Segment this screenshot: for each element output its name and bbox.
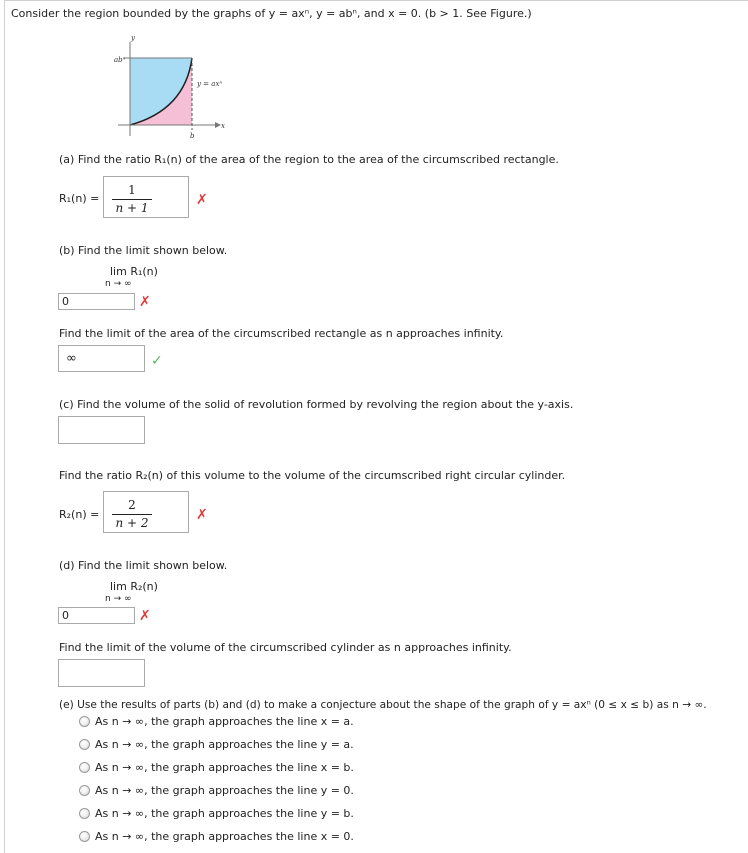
cross-icon: ✗ xyxy=(139,608,151,624)
option-radio[interactable] xyxy=(79,831,90,842)
part-d-limit-under: n → ∞ xyxy=(105,594,132,604)
cross-icon: ✗ xyxy=(139,294,151,310)
abn-label: abⁿ xyxy=(114,56,126,64)
part-b-limit-under: n → ∞ xyxy=(105,279,132,289)
part-a-fraction-bar xyxy=(112,199,152,200)
option-radio[interactable] xyxy=(79,716,90,727)
part-a-lhs: R₁(n) = xyxy=(59,192,100,205)
intro-text: Consider the region bounded by the graphs of y = axⁿ, y = abⁿ, and x = 0. (b > 1. See Figure.) xyxy=(11,7,532,20)
option-label[interactable]: As n → ∞, the graph approaches the line y = 0. xyxy=(95,784,354,797)
part-e-question: (e) Use the results of parts (b) and (d) to make a conjecture about the shape of the graph of y = axⁿ (0 ≤ x ≤ b) as n → ∞. xyxy=(59,699,707,711)
option-label[interactable]: As n → ∞, the graph approaches the line x = b. xyxy=(95,761,354,774)
part-a-answer-field[interactable] xyxy=(103,176,189,218)
part-a-numerator: 1 xyxy=(128,183,136,197)
part-c-question-2: Find the ratio R₂(n) of this volume to the volume of the circumscribed right circular cylinder. xyxy=(59,469,566,482)
part-a-denominator: n + 1 xyxy=(115,201,149,215)
part-b-question: (b) Find the limit shown below. xyxy=(59,244,228,257)
part-c-fraction-bar xyxy=(112,514,152,515)
part-d-answer-field-2[interactable] xyxy=(58,659,145,687)
part-b-limit-expr: lim R₁(n) xyxy=(110,265,158,278)
part-d-limit-expr: lim R₂(n) xyxy=(110,580,158,593)
cross-icon: ✗ xyxy=(196,507,208,523)
part-b-answer-field[interactable]: 0 xyxy=(58,293,135,310)
part-b-answer-field-2[interactable]: ∞ xyxy=(58,345,145,372)
region-figure xyxy=(100,30,240,145)
option-radio[interactable] xyxy=(79,762,90,773)
part-b-question-2: Find the limit of the area of the circumscribed rectangle as n approaches infinity. xyxy=(59,327,504,340)
x-axis-label: x xyxy=(221,122,225,130)
option-radio[interactable] xyxy=(79,808,90,819)
part-d-answer-field[interactable]: 0 xyxy=(58,607,135,624)
option-label[interactable]: As n → ∞, the graph approaches the line y = b. xyxy=(95,807,354,820)
part-c-denominator: n + 2 xyxy=(115,516,149,530)
option-label[interactable]: As n → ∞, the graph approaches the line x = a. xyxy=(95,715,354,728)
part-c-question: (c) Find the volume of the solid of revolution formed by revolving the region about the y-axis. xyxy=(59,398,574,411)
check-icon: ✓ xyxy=(151,353,163,369)
y-axis-label: y xyxy=(131,34,135,42)
part-a-question: (a) Find the ratio R₁(n) of the area of the region to the area of the circumscribed rectangle. xyxy=(59,153,559,166)
option-label[interactable]: As n → ∞, the graph approaches the line y = a. xyxy=(95,738,354,751)
part-d-question: (d) Find the limit shown below. xyxy=(59,559,228,572)
part-c-answer-field-2[interactable] xyxy=(103,491,189,533)
curve-label: y = axⁿ xyxy=(197,80,223,88)
option-radio[interactable] xyxy=(79,785,90,796)
part-c-lhs: R₂(n) = xyxy=(59,508,100,521)
part-c-answer-field[interactable] xyxy=(58,416,145,444)
option-label[interactable]: As n → ∞, the graph approaches the line x = 0. xyxy=(95,830,354,843)
b-label: b xyxy=(190,132,195,140)
option-radio[interactable] xyxy=(79,739,90,750)
part-d-question-2: Find the limit of the volume of the circumscribed cylinder as n approaches infinity. xyxy=(59,641,512,654)
part-c-numerator: 2 xyxy=(128,498,136,512)
cross-icon: ✗ xyxy=(196,192,208,208)
